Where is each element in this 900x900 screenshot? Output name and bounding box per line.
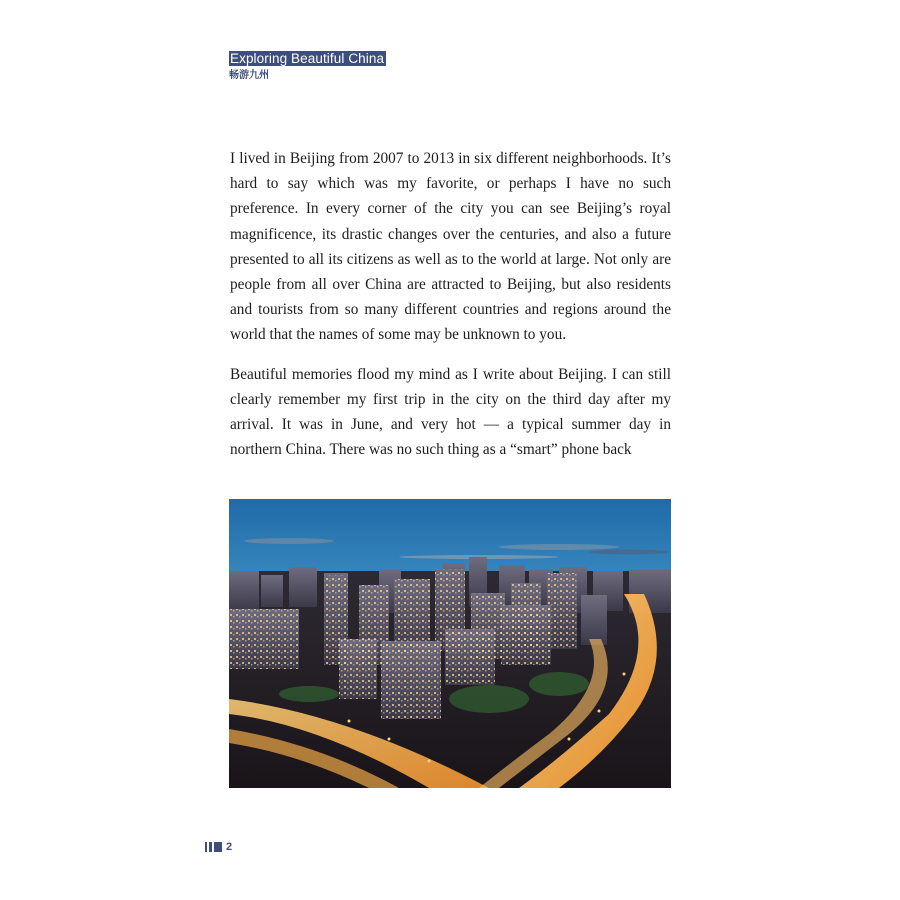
cityscape-illustration bbox=[229, 499, 671, 788]
page-folio bbox=[205, 841, 232, 853]
body-text bbox=[230, 146, 671, 476]
running-head-title: Exploring Beautiful China bbox=[230, 51, 385, 66]
paragraph-2: Beautiful memories flood my mind as I write about Beijing. I can still clearly remember my first trip in the city on the third day after my arrival. It was in June, and very hot — a typical summer day in northern China. There was no such thing as a “smart” phone back bbox=[230, 365, 671, 459]
paragraph-1: I lived in Beijing from 2007 to 2013 in six different neighborhoods. It’s hard to say which was my favorite, or perhaps I have no such preference. In every corner of the city you can see Beijing’s royal magnificence, its drastic changes over the centuries, and also a future presented to all its citizens as well as to the world at large. Not only are people from all over China are attracted to Beijing, but also residents and tourists from so many different countries and regions around the world that the names of some may be unknown to you. bbox=[230, 150, 671, 344]
running-head bbox=[229, 50, 386, 82]
running-head-subtitle: 畅游九州 bbox=[229, 70, 269, 81]
folio-bars-icon bbox=[205, 842, 224, 852]
cityscape-photo bbox=[229, 499, 671, 788]
page-number: 2 bbox=[226, 841, 233, 853]
